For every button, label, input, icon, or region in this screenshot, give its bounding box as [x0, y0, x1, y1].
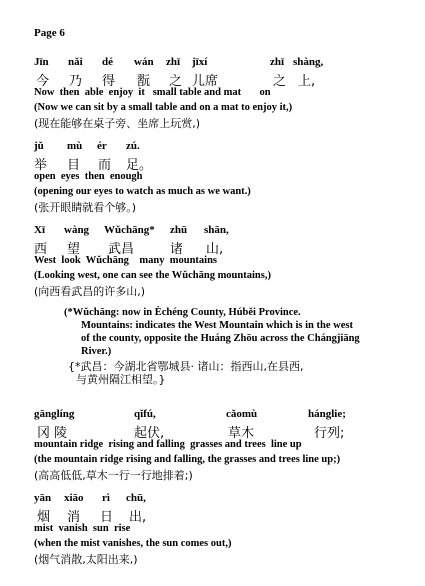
footnote-line: Mountains: indicates the West Mountain which is in the west	[81, 320, 353, 331]
hanzi-row	[34, 506, 425, 525]
hanzi-token: 草木	[228, 426, 255, 441]
pinyin-token: hánglie;	[308, 408, 346, 420]
pinyin-token: ér	[97, 140, 107, 152]
pinyin-token: zhū	[170, 224, 188, 236]
hanzi-token: 日	[100, 510, 114, 525]
hanzi-token: 行列;	[314, 426, 345, 441]
pinyin-token: qǐfú,	[134, 408, 156, 420]
english-translation: (when the mist vanishes, the sun comes out,)	[34, 538, 232, 549]
hanzi-row	[34, 70, 425, 89]
page-number: Page 6	[34, 27, 65, 39]
modern-chinese: (向西看武昌的许多山,)	[34, 285, 146, 298]
pinyin-token: wán	[134, 56, 154, 68]
hanzi-token: 望	[67, 242, 81, 257]
pinyin-token: zhī	[270, 56, 285, 68]
hanzi-row	[34, 422, 425, 441]
pinyin-token: yān	[34, 492, 52, 504]
english-gloss: mist vanish sun rise	[34, 523, 131, 534]
hanzi-token: 出,	[129, 510, 147, 525]
english-gloss: mountain ridge rising and falling grasses and trees line up	[34, 439, 302, 450]
modern-chinese: (高高低低,草木一行一行地排着;)	[34, 469, 193, 482]
english-gloss: Now then able enjoy it small table and mat on	[34, 87, 271, 98]
footnote-chinese-line: {*武昌：今湖北省鄂城县· 诸山：指西山,在县西,	[68, 360, 304, 373]
pinyin-token: dé	[102, 56, 113, 68]
hanzi-token: 而	[98, 158, 112, 173]
hanzi-token: 之	[273, 74, 287, 89]
pinyin-token: Xī	[34, 224, 45, 236]
sentence-1	[34, 56, 425, 136]
hanzi-token: 山,	[206, 242, 224, 257]
hanzi-token: 儿席	[192, 74, 219, 89]
hanzi-token: 目	[67, 158, 81, 173]
pinyin-token: jīxí	[192, 56, 208, 68]
pinyin-token: Wǔchāng*	[104, 224, 155, 236]
hanzi-row	[34, 238, 425, 257]
hanzi-token: 诸	[170, 242, 184, 257]
hanzi-token: 冈 陵	[37, 426, 68, 441]
hanzi-token: 得	[102, 74, 116, 89]
pinyin-token: rì	[102, 492, 110, 504]
english-translation: (opening our eyes to watch as much as we want.)	[34, 186, 251, 197]
footnote	[64, 306, 404, 386]
pinyin-token: mù	[67, 140, 83, 152]
modern-chinese: (烟气消散,太阳出来,)	[34, 553, 138, 566]
hanzi-token: 起伏,	[134, 426, 165, 441]
pinyin-token: zhī	[166, 56, 181, 68]
sentence-4	[34, 408, 425, 488]
hanzi-token: 消	[67, 510, 81, 525]
english-translation: (Now we can sit by a small table and on a mat to enjoy it,)	[34, 102, 293, 113]
hanzi-token: 乃	[69, 74, 83, 89]
pinyin-token: chū,	[126, 492, 146, 504]
pinyin-token: shàng,	[293, 56, 324, 68]
footnote-chinese-line: 与黄州隔江相望。}	[76, 373, 166, 386]
english-gloss: West look Wǔchāng many mountains	[34, 255, 218, 266]
modern-chinese: (张开眼睛就看个够。)	[34, 201, 137, 214]
hanzi-token: 翫	[137, 74, 151, 89]
hanzi-token: 足。	[126, 158, 153, 173]
pinyin-token: jǔ	[34, 140, 44, 152]
footnote-line: of the county, opposite the Huáng Zhōu across the Chángjiāng	[81, 333, 360, 344]
english-translation: (the mountain ridge rising and falling, the grasses and trees line up;)	[34, 454, 341, 465]
footnote-line: (*Wǔchāng: now in Èchéng County, Húběi Province.	[64, 307, 301, 318]
sentence-2	[34, 140, 425, 220]
pinyin-token: gānglíng	[34, 408, 75, 420]
sentence-3	[34, 224, 425, 304]
hanzi-token: 举	[34, 158, 48, 173]
hanzi-token: 西	[34, 242, 48, 257]
pinyin-token: zú.	[126, 140, 140, 152]
pinyin-token: xiāo	[64, 492, 84, 504]
hanzi-token: 之	[169, 74, 183, 89]
hanzi-row	[34, 154, 425, 173]
pinyin-token: nǎi	[68, 56, 83, 68]
hanzi-token: 上,	[298, 74, 316, 89]
english-translation: (Looking west, one can see the Wǔchāng mountains,)	[34, 270, 271, 281]
footnote-line: River.)	[81, 346, 112, 357]
hanzi-token: 烟	[37, 510, 51, 525]
english-gloss: open eyes then enough	[34, 171, 143, 182]
pinyin-token: shān,	[204, 224, 229, 236]
pinyin-token: wàng	[64, 224, 90, 236]
sentence-5	[34, 492, 425, 572]
pinyin-token: Jīn	[34, 56, 49, 68]
hanzi-token: 今	[36, 74, 50, 89]
modern-chinese: (现在能够在桌子旁、坐席上玩赏,)	[34, 117, 201, 130]
pinyin-token: cǎomù	[226, 408, 258, 420]
hanzi-token: 武昌	[108, 242, 135, 257]
